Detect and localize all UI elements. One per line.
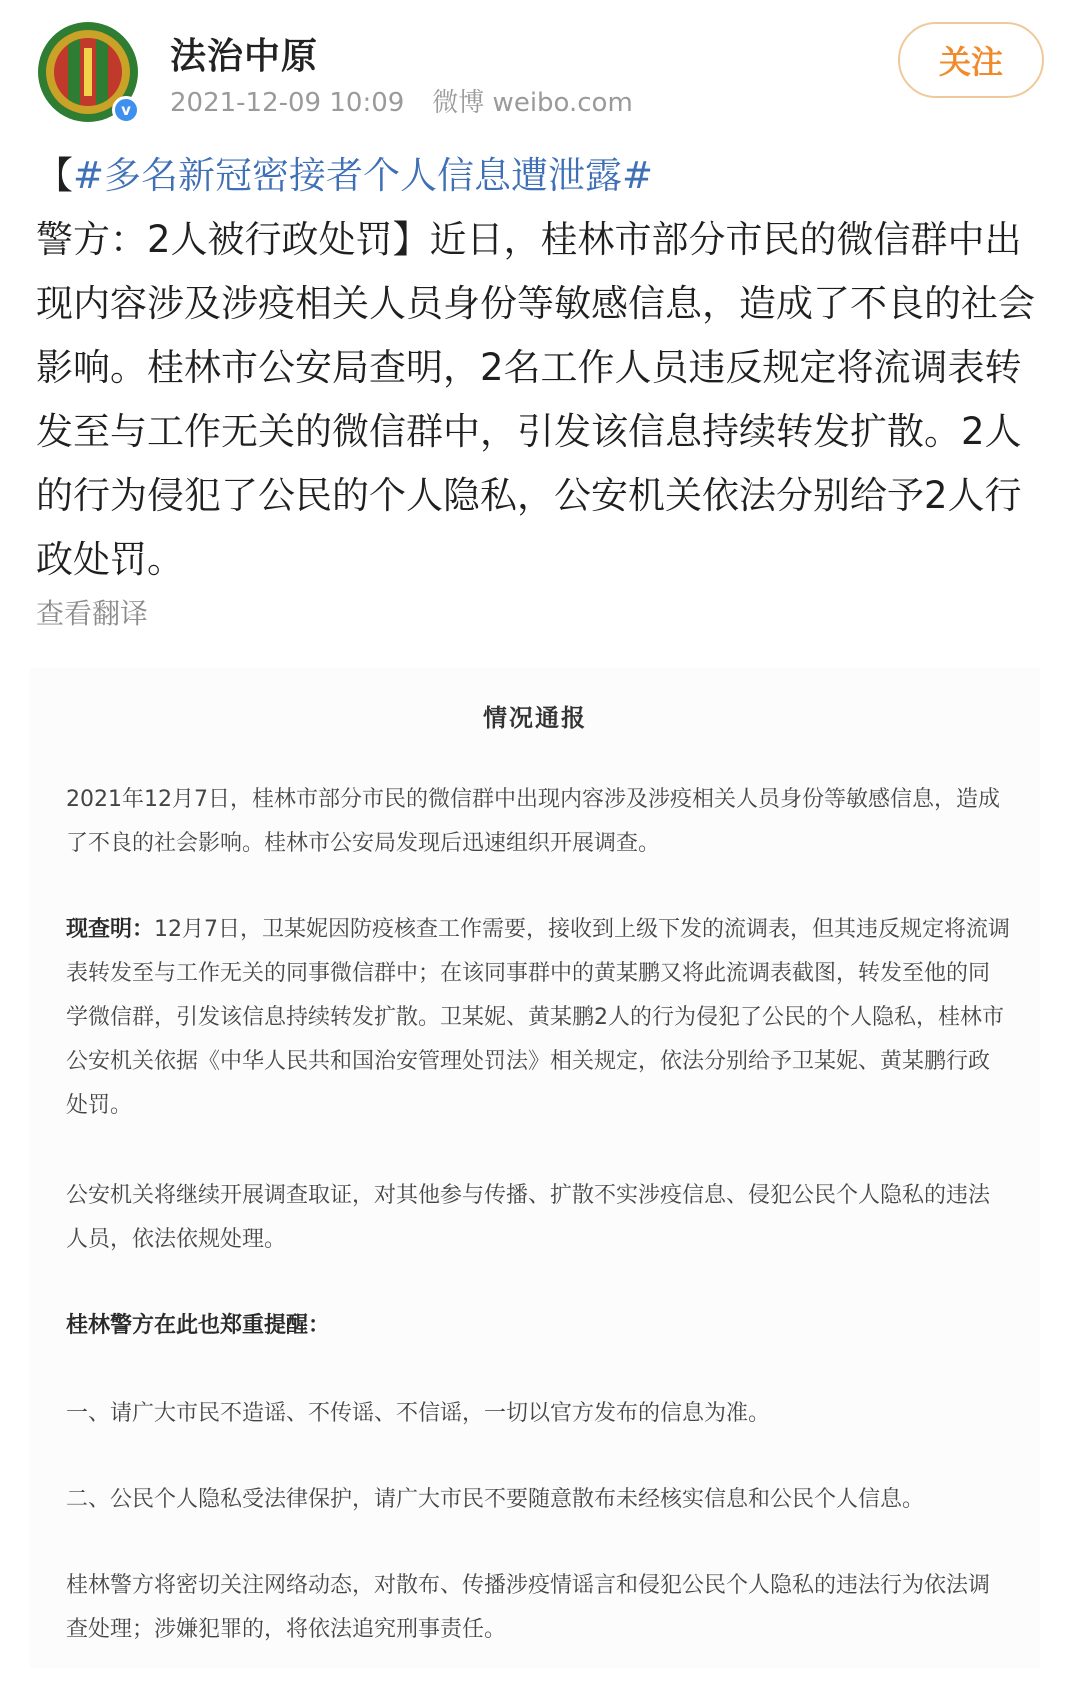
notice-paragraph-2-body: 12月7日，卫某妮因防疫核查工作需要，接收到上级下发的流调表，但其违反规定将流调表转发至与工作无关的同事微信群中；在该同事群中的黄某鹏又将此流调表截图，转发至他的同学微信群，引发该信息持续转发扩散。卫某妮、黄某鹏2人的行为侵犯了公民的个人隐私，桂林市公安机关依据《中华人民共和国治安管理处罚法》相关规定，依法分别给予卫某妮、黄某鹏行政处罚。	[66, 917, 1011, 1118]
follow-button[interactable]: 关注	[898, 22, 1044, 98]
verified-badge-icon: v	[112, 96, 140, 124]
notice-paragraph-final: 桂林警方将密切关注网络动态，对散布、传播涉疫情谣言和侵犯公民个人隐私的违法行为依法调查处理；涉嫌犯罪的，将依法追究刑事责任。	[66, 1573, 991, 1642]
notice-title: 情况通报	[483, 704, 587, 732]
hashtag-link[interactable]: #多名新冠密接者个人信息遭泄露#	[73, 154, 654, 197]
post-timestamp: 2021-12-09 10:09	[170, 88, 405, 118]
bracket-open: 【	[36, 154, 73, 197]
post-source: 微博 weibo.com	[432, 88, 633, 118]
post-body: 近日，桂林市部分市民的微信群中出现内容涉及涉疫相关人员身份等敏感信息，造成了不良的社会影响。桂林市公安局查明，2名工作人员违反规定将流调表转发至与工作无关的微信群中，引发该信息持续转发扩散。2人的行为侵犯了公民的个人隐私，公安机关依法分别给予2人行政处罚。	[36, 218, 1035, 581]
post-meta	[170, 82, 633, 119]
notice-paragraph-2	[66, 908, 1011, 1128]
post-text	[36, 144, 1046, 592]
post-header	[0, 0, 1075, 130]
notice-reminder-2: 二、公民个人隐私受法律保护，请广大市民不要随意散布未经核实信息和公民个人信息。	[66, 1487, 925, 1512]
notice-paragraph-3: 公安机关将继续开展调查取证，对其他参与传播、扩散不实涉疫信息、侵犯公民个人隐私的违法人员，依法依规处理。	[66, 1183, 991, 1252]
notice-paragraph-2-lead: 现查明：	[66, 917, 155, 942]
notice-image[interactable]	[30, 668, 1040, 1668]
avatar[interactable]	[38, 22, 138, 122]
post-headline: 警方：2人被行政处罚】	[36, 218, 430, 261]
translate-link[interactable]: 查看翻译	[36, 597, 149, 630]
notice-paragraph-1: 2021年12月7日，桂林市部分市民的微信群中出现内容涉及涉疫相关人员身份等敏感信息，造成了不良的社会影响。桂林市公安局发现后迅速组织开展调查。	[66, 787, 1000, 856]
notice-reminder-1: 一、请广大市民不造谣、不传谣、不信谣，一切以官方发布的信息为准。	[66, 1401, 771, 1426]
account-name[interactable]: 法治中原	[170, 36, 319, 77]
notice-reminder-heading: 桂林警方在此也郑重提醒：	[66, 1313, 331, 1338]
